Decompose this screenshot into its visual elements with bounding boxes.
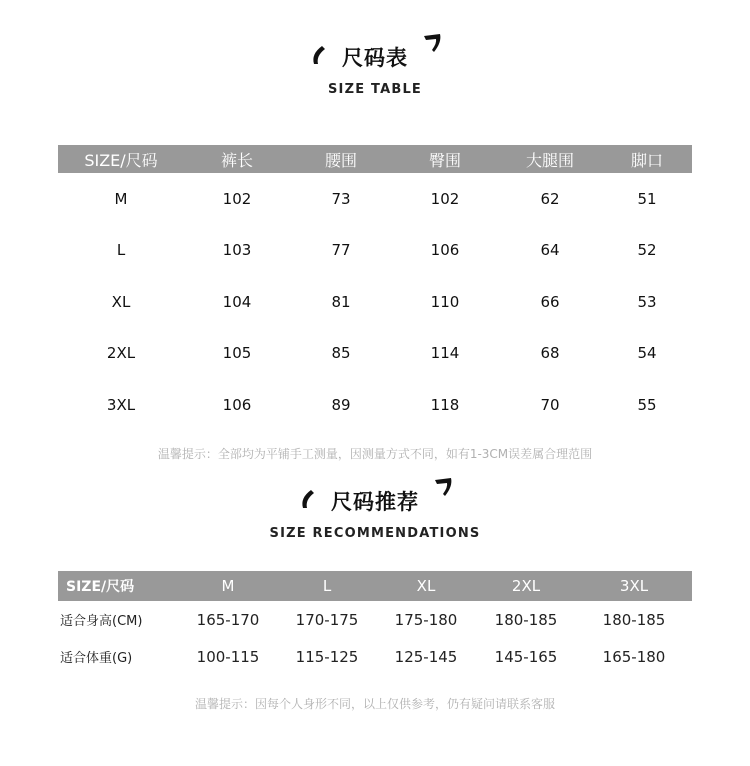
header-cell: 裤长 [220, 150, 253, 170]
row-label: 适合身高(CM) [60, 614, 143, 629]
size-table [58, 145, 692, 431]
size-table-subtitle: SIZE TABLE [327, 82, 423, 97]
swoosh-left-icon [308, 44, 330, 66]
size-table-title: 尺码表 [342, 46, 408, 70]
value-cell: 55 [637, 395, 657, 414]
value-cell: 106 [222, 395, 252, 414]
value-cell: 125-145 [394, 647, 458, 666]
value-cell: 68 [540, 344, 560, 363]
table-row [58, 379, 692, 431]
size-table-note: 温馨提示：全部均为平铺手工测量，因测量方式不同，如有1-3CM误差属合理范围 [157, 447, 593, 461]
value-cell: 103 [222, 241, 252, 260]
swoosh-right-icon [422, 32, 444, 54]
value-cell: 52 [637, 241, 657, 260]
value-cell: 180-185 [494, 610, 558, 629]
value-cell: 102 [222, 189, 252, 208]
value-cell: 100-115 [196, 647, 260, 666]
value-cell: 51 [637, 189, 657, 208]
value-cell: 73 [331, 189, 351, 208]
size-cell: L [116, 241, 126, 260]
header-cell: 大腿围 [525, 150, 574, 170]
header-cell: L [322, 577, 332, 595]
header-cell: 2XL [511, 577, 541, 595]
rec-table-heading [0, 486, 750, 541]
size-cell: XL [111, 292, 131, 311]
value-cell: 105 [222, 344, 252, 363]
value-cell: 118 [430, 395, 460, 414]
table-row [58, 601, 692, 638]
rec-table [58, 571, 692, 675]
value-cell: 53 [637, 292, 657, 311]
size-cell: 3XL [106, 395, 136, 414]
swoosh-left-icon [297, 488, 319, 510]
value-cell: 85 [331, 344, 351, 363]
value-cell: 64 [540, 241, 560, 260]
value-cell: 77 [331, 241, 351, 260]
header-cell: 臀围 [428, 150, 461, 170]
swoosh-right-icon [433, 476, 455, 498]
size-table-header-row [58, 145, 692, 173]
value-cell: 165-170 [196, 610, 260, 629]
header-cell: 脚口 [630, 150, 663, 170]
table-row [58, 225, 692, 277]
rec-table-note: 温馨提示：因每个人身形不同，以上仅供参考，仍有疑问请联系客服 [194, 697, 555, 711]
value-cell: 104 [222, 292, 252, 311]
value-cell: 110 [430, 292, 460, 311]
rec-table-header-row [58, 571, 692, 601]
value-cell: 115-125 [295, 647, 359, 666]
value-cell: 81 [331, 292, 351, 311]
size-cell: M [114, 189, 128, 208]
value-cell: 54 [637, 344, 657, 363]
header-cell: SIZE/尺码 [66, 579, 135, 595]
value-cell: 175-180 [394, 610, 458, 629]
size-table-heading [0, 42, 750, 97]
value-cell: 66 [540, 292, 560, 311]
value-cell: 102 [430, 189, 460, 208]
value-cell: 106 [430, 241, 460, 260]
header-cell: XL [416, 577, 436, 595]
table-row [58, 173, 692, 225]
header-cell: 腰围 [324, 150, 357, 170]
header-cell: 3XL [619, 577, 649, 595]
rec-table-title: 尺码推荐 [331, 490, 419, 514]
header-cell: M [221, 577, 235, 595]
table-row [58, 276, 692, 328]
rec-table-subtitle: SIZE RECOMMENDATIONS [269, 526, 481, 541]
value-cell: 70 [540, 395, 560, 414]
size-cell: 2XL [106, 344, 136, 363]
row-label: 适合体重(G) [60, 651, 133, 666]
value-cell: 165-180 [602, 647, 666, 666]
value-cell: 89 [331, 395, 351, 414]
value-cell: 170-175 [295, 610, 359, 629]
value-cell: 145-165 [494, 647, 558, 666]
table-row [58, 638, 692, 675]
value-cell: 180-185 [602, 610, 666, 629]
value-cell: 114 [430, 344, 460, 363]
value-cell: 62 [540, 189, 560, 208]
table-row [58, 328, 692, 380]
header-cell: SIZE/尺码 [84, 150, 158, 170]
